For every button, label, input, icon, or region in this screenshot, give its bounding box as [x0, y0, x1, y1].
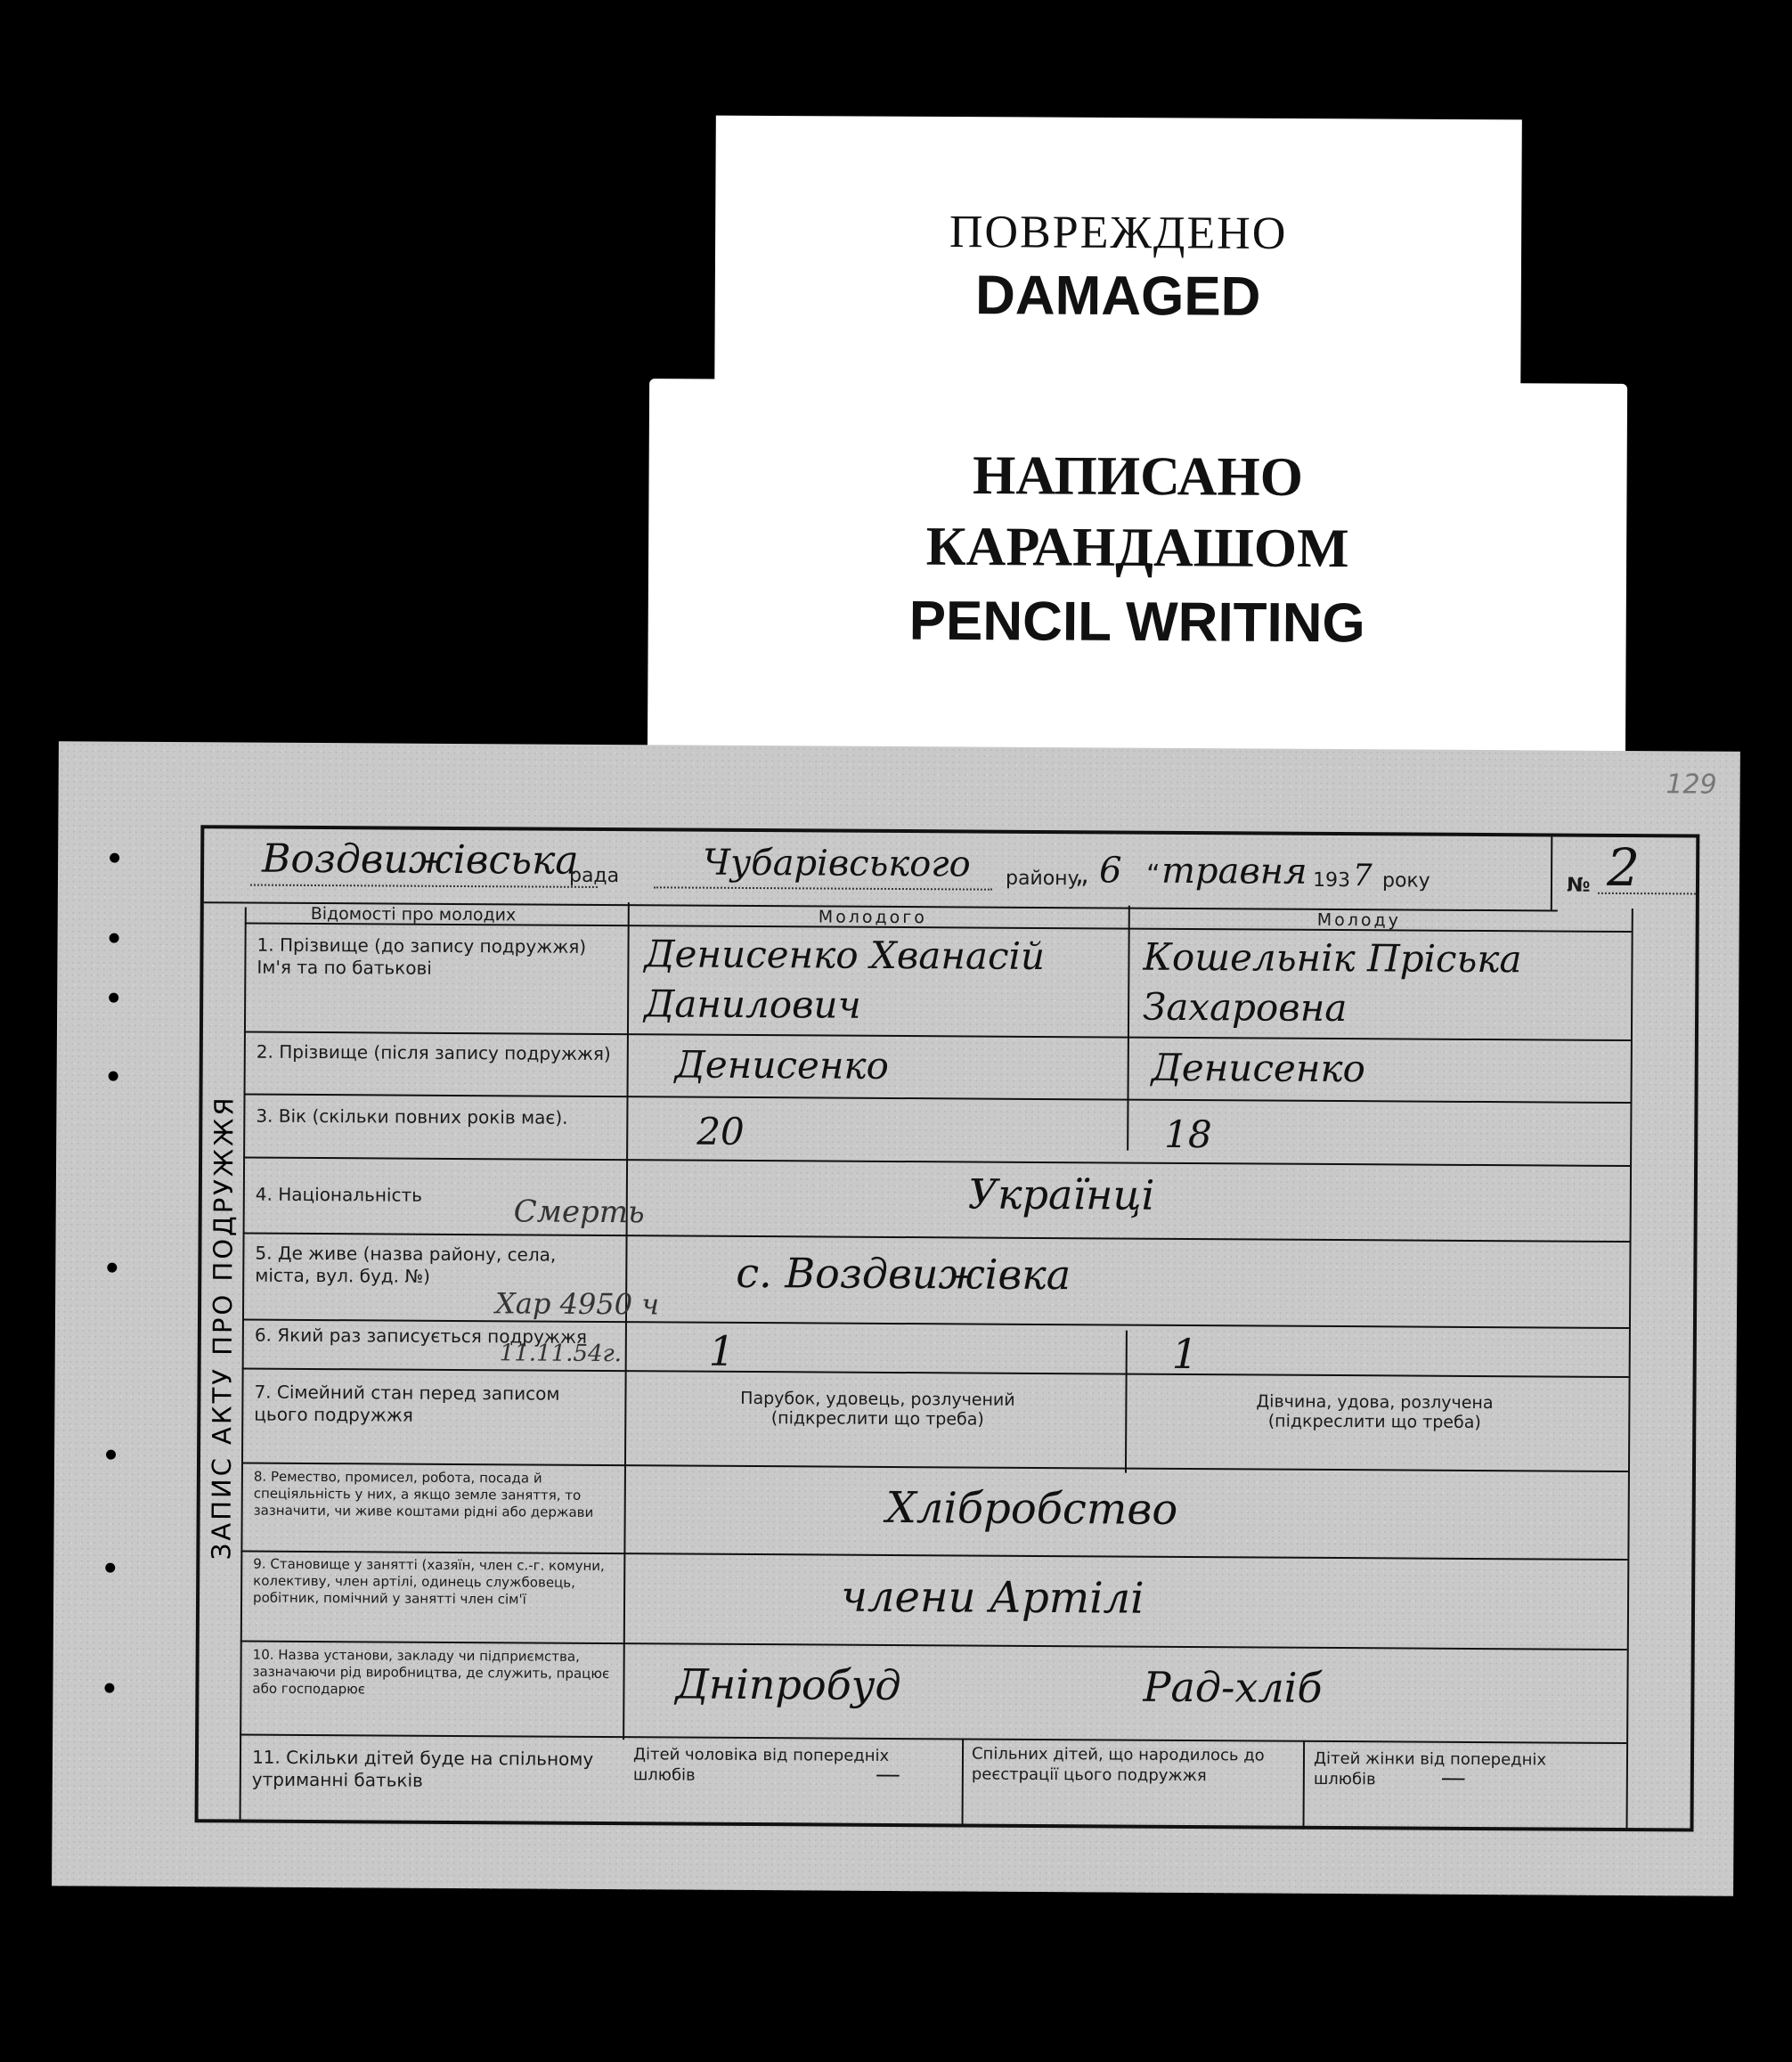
binding-hole: [105, 1563, 115, 1573]
rada-handwritten: Воздвижівська: [261, 835, 579, 884]
day-handwritten: 6: [1098, 850, 1122, 892]
month-handwritten: травня: [1161, 850, 1307, 892]
binding-hole: [110, 933, 119, 943]
row-9-label: 9. Становище у занятті (хазяїн, член с.-г. комуни, колективу, член артілі, одинець службовець, робітник, помічний у занятті член сім'ї: [253, 1555, 605, 1608]
bride-marriage-count: 1: [1171, 1329, 1199, 1379]
column-header-groom: Молодого: [818, 907, 927, 928]
bride-children-label: Дітей жінки від попередніх шлюбів: [1313, 1748, 1547, 1789]
side-title-text: ЗАПИС АКТУ ПРО ПОДРУЖЖЯ: [206, 1095, 240, 1561]
column-header-info: Відомості про молодих: [310, 903, 517, 925]
residence-margin-note: Хар 4950 ч: [494, 1286, 660, 1322]
bride-surname-before: Кошельнік Пріська Захаровна: [1142, 934, 1522, 1031]
nationality-both: Українці: [967, 1170, 1155, 1219]
record-form: [195, 825, 1700, 1831]
groom-surname-after: Денисенко: [674, 1042, 890, 1088]
row-4-label: 4. Національність: [255, 1183, 423, 1206]
nationality-margin-note: Смерть: [513, 1194, 645, 1231]
column-header-bride: Молоду: [1316, 909, 1401, 931]
binding-hole: [107, 1263, 117, 1273]
groom-children-value: —: [875, 1758, 900, 1789]
year-printed: 193: [1312, 868, 1351, 892]
binding-hole: [104, 1683, 114, 1693]
number-label: №: [1566, 874, 1591, 897]
marriage-record-sheet: [52, 741, 1740, 1896]
year-handwritten: 7: [1352, 858, 1373, 894]
employment-status-both: члени Артілі: [840, 1571, 1144, 1624]
quote-open: „: [1074, 859, 1089, 891]
quote-close: “: [1145, 859, 1161, 891]
rada-label: рада: [568, 864, 620, 888]
row-2-label: 2. Прізвище (після запису подружжя): [256, 1040, 611, 1065]
bride-marital-status-options: Дівчина, удова, розлучена (підкреслити що треба): [1256, 1391, 1494, 1433]
groom-workplace: Дніпробуд: [675, 1659, 901, 1710]
page-number: 129: [1666, 769, 1717, 801]
groom-children-label: Дітей чоловіка від попередніх шлюбів: [632, 1745, 890, 1785]
row-11-label: 11. Скільки дітей буде на спільному утриманні батьків: [251, 1746, 594, 1791]
row-10-label: 10. Назва установи, закладу чи підприємства, зазначаючи рід виробництва, де служить, працює або господарює: [252, 1646, 610, 1698]
district-handwritten: Чубарівського: [702, 842, 971, 885]
pencil-writing-label-card: [648, 379, 1627, 771]
bride-children-value: —: [1440, 1762, 1466, 1792]
year-label: року: [1381, 869, 1430, 892]
binding-hole: [109, 1072, 118, 1081]
residence-both: с. Воздвижівка: [736, 1248, 1071, 1300]
groom-age: 20: [696, 1109, 745, 1153]
bride-age: 18: [1164, 1112, 1212, 1157]
occupation-both: Хлібробство: [885, 1482, 1178, 1535]
groom-marital-status-options: Парубок, удовець, розлучений (підкреслити що треба): [740, 1388, 1015, 1430]
bride-surname-after: Денисенко: [1151, 1045, 1366, 1091]
common-children-label: Спільних дітей, що народилось до реєстрації цього подружжя: [971, 1744, 1265, 1786]
pencil-label-ru-line1: НАПИСАНО: [972, 445, 1304, 508]
binding-hole: [109, 993, 118, 1003]
groom-marriage-count: 1: [708, 1326, 736, 1375]
damaged-label-card: [714, 116, 1522, 405]
binding-hole: [106, 1450, 116, 1460]
marriage-count-margin-note: 11.11.54г.: [499, 1340, 623, 1368]
row-1-label: [257, 934, 613, 981]
damaged-label-en: DAMAGED: [974, 265, 1261, 328]
pencil-label-ru-line2: КАРАНДАШОМ: [925, 516, 1349, 580]
row-3-label: 3. Вік (скільки повних років має).: [256, 1104, 568, 1129]
bride-workplace: Рад-хліб: [1143, 1662, 1323, 1712]
record-number-handwritten: 2: [1606, 836, 1641, 899]
binding-hole: [110, 853, 119, 863]
district-label: району: [1005, 867, 1079, 891]
damaged-label-ru: ПОВРЕЖДЕНО: [949, 207, 1288, 259]
row-6-label: 6. Який раз записується подружжя: [254, 1324, 587, 1348]
row-5-label: 5. Де живе (назва району, села, міста, вул. буд. №): [255, 1242, 557, 1287]
row-8-label: 8. Ремество, промисел, робота, посада й спеціяльність у них, а якщо земле заняття, то зазначити, чи живе коштами рідні або держави: [253, 1468, 594, 1520]
groom-surname-before: Денисенко Хванасій Данилович: [644, 932, 1046, 1027]
row-1-label-text: 1. Прізвище (до запису подружжя) Ім'я та по батькові: [257, 933, 587, 979]
pencil-label-en: PENCIL WRITING: [908, 590, 1365, 655]
row-7-label: 7. Сімейний стан перед записом цього подружжя: [254, 1381, 560, 1426]
